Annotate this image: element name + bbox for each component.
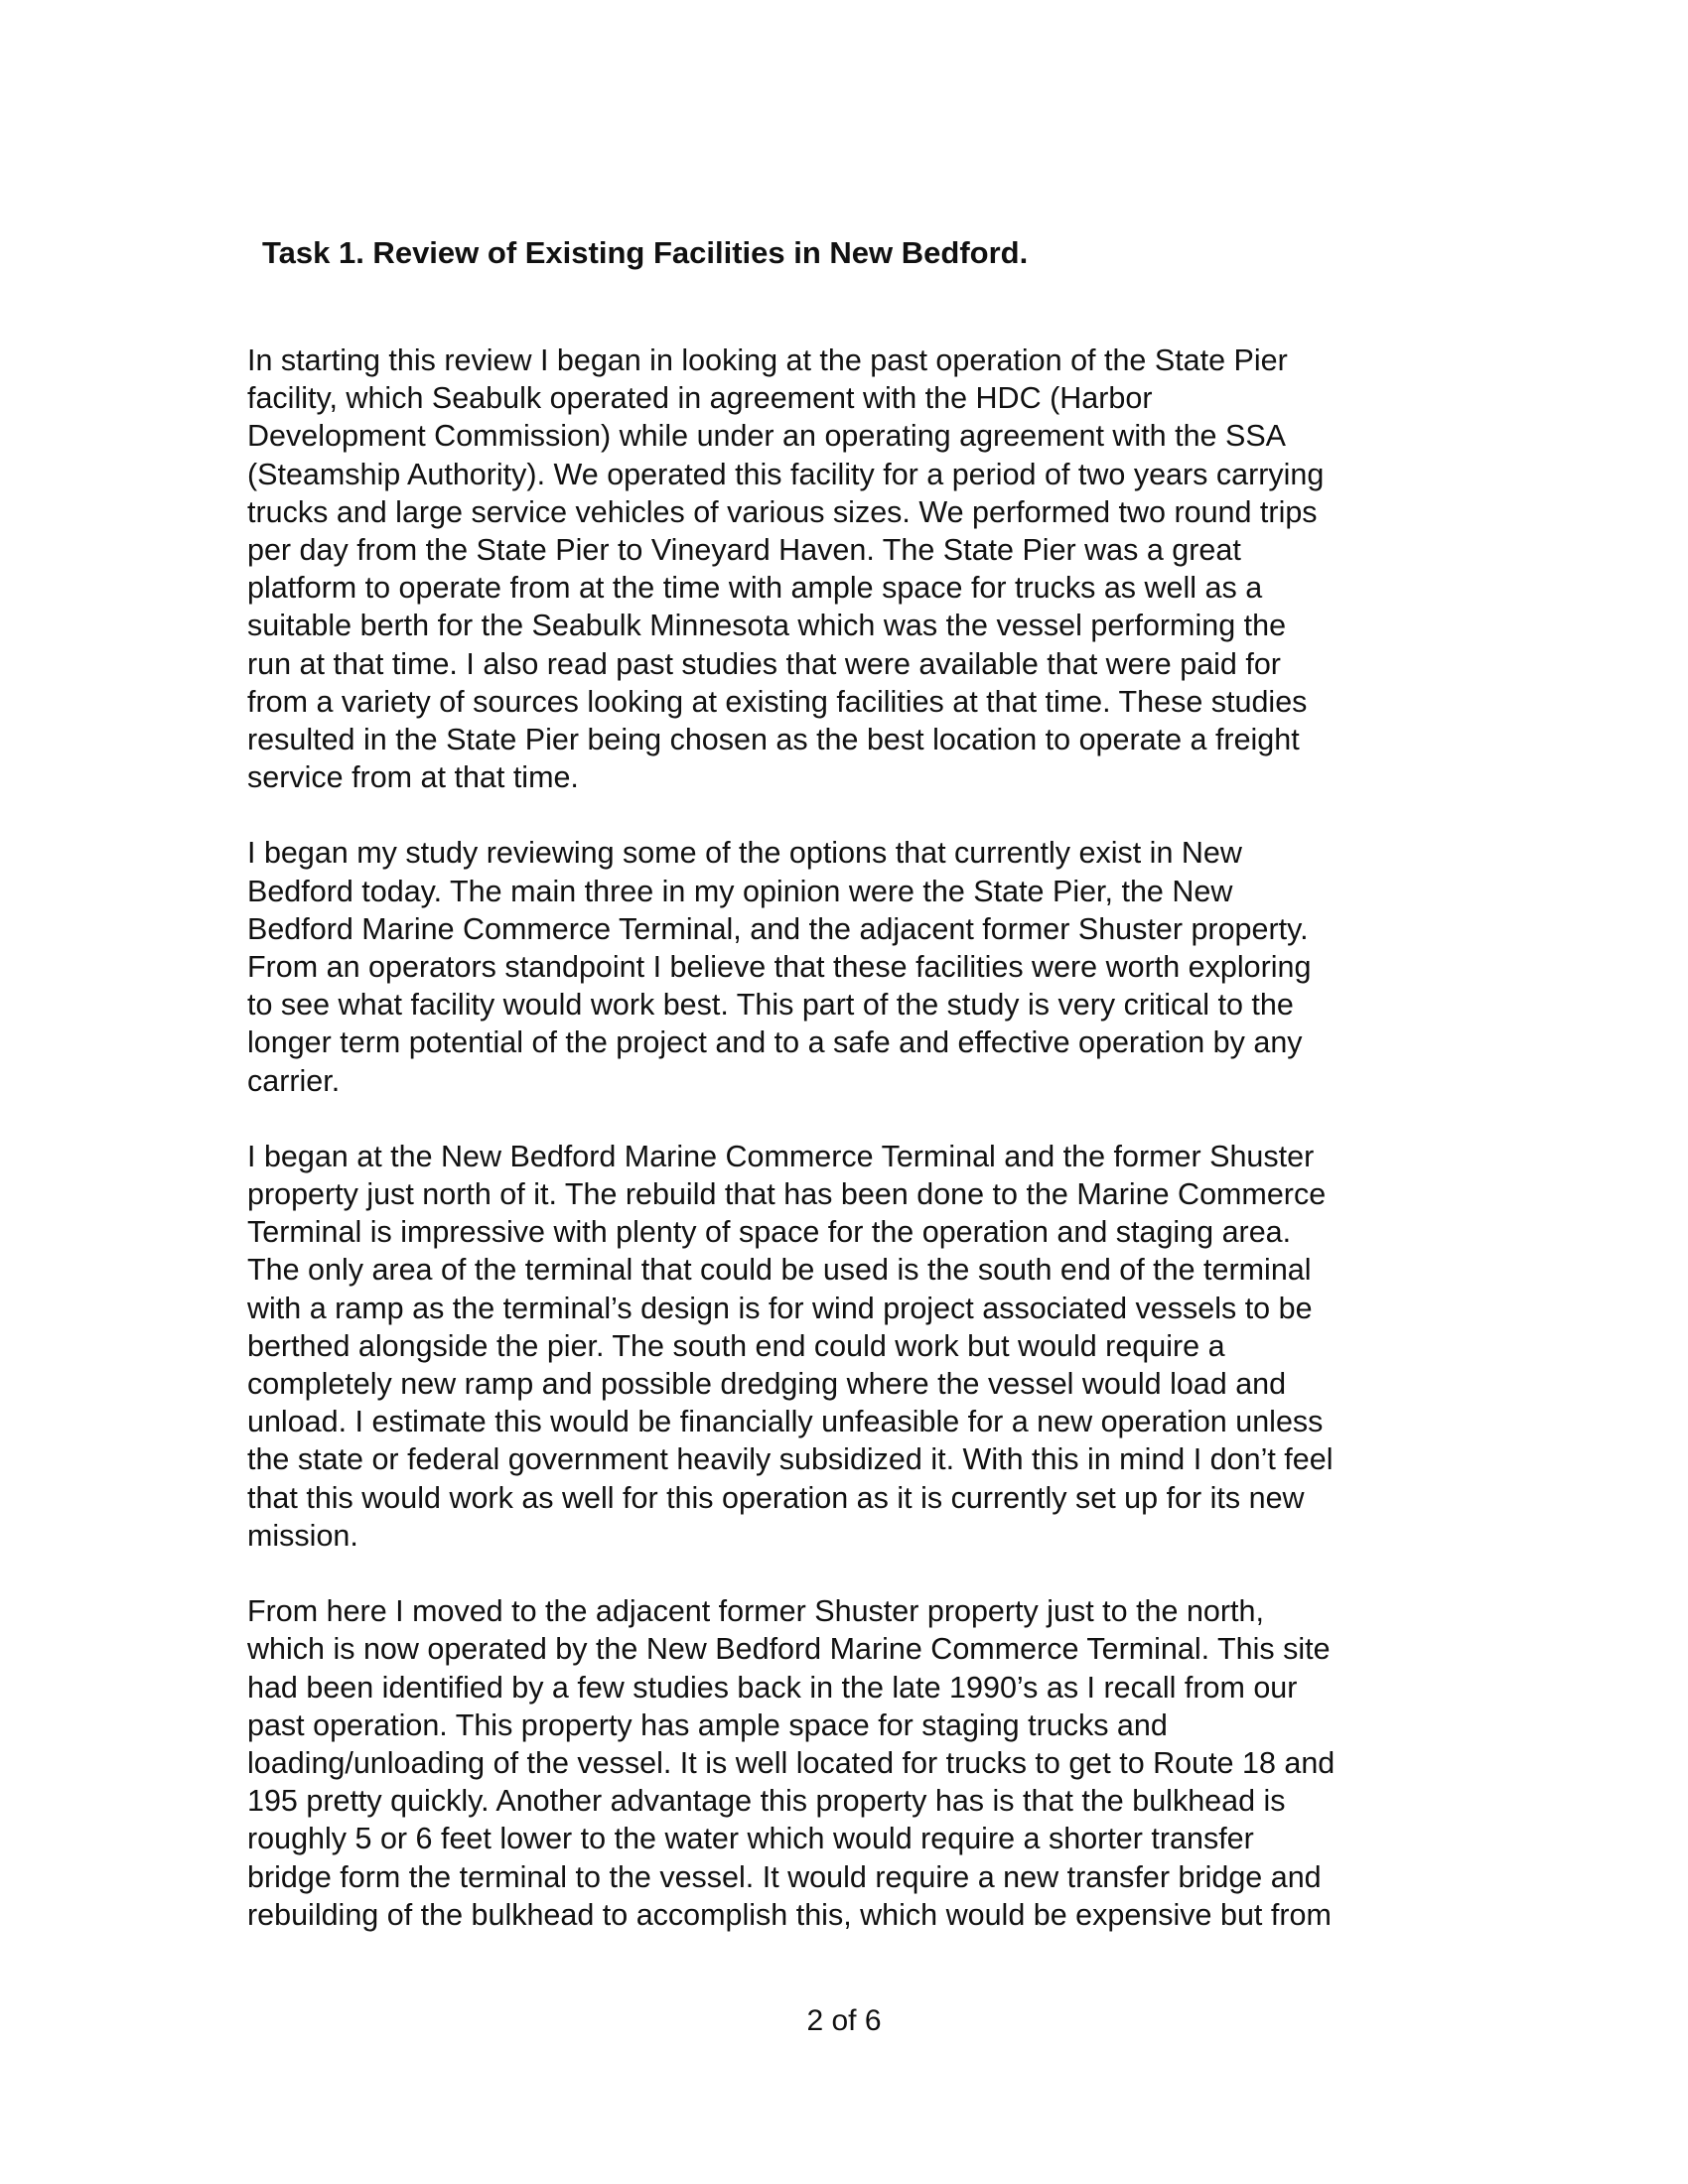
text-line: facility, which Seabulk operated in agreement with the HDC (Harbor (247, 381, 1153, 416)
text-line: rebuilding of the bulkhead to accomplish this, which would be expensive but from (247, 1897, 1332, 1932)
text-line: In starting this review I began in looking at the past operation of the State Pier (247, 343, 1288, 377)
text-line: From here I moved to the adjacent former Shuster property just to the north, (247, 1594, 1264, 1629)
text-line: property just north of it. The rebuild that has been done to the Marine Commerce (247, 1177, 1327, 1212)
text-line: Terminal is impressive with plenty of space for the operation and staging area. (247, 1215, 1292, 1250)
body-text (247, 341, 1459, 1972)
text-line: mission. (247, 1518, 358, 1553)
text-line: bridge form the terminal to the vessel. It would require a new transfer bridge and (247, 1859, 1322, 1894)
text-line: had been identified by a few studies back in the late 1990’s as I recall from our (247, 1670, 1298, 1705)
text-line: carrier. (247, 1063, 341, 1098)
paragraph-3 (247, 1138, 1459, 1555)
text-line: that this would work as well for this operation as it is currently set up for its new (247, 1480, 1305, 1515)
text-line: from a variety of sources looking at existing facilities at that time. These studies (247, 684, 1308, 719)
text-line: unload. I estimate this would be financially unfeasible for a new operation unless (247, 1405, 1324, 1439)
text-line: resulted in the State Pier being chosen as the best location to operate a freight (247, 723, 1300, 757)
text-line: From an operators standpoint I believe that these facilities were worth exploring (247, 950, 1312, 985)
paragraph-2 (247, 834, 1459, 1099)
paragraph-1 (247, 341, 1459, 796)
text-line: completely new ramp and possible dredging where the vessel would load and (247, 1367, 1287, 1402)
text-line: berthed alongside the pier. The south end could work but would require a (247, 1328, 1225, 1363)
text-line: run at that time. I also read past studies that were available that were paid for (247, 646, 1281, 681)
page-number: 2 of 6 (806, 2004, 882, 2037)
text-line: service from at that time. (247, 760, 579, 795)
text-line: the state or federal government heavily subsidized it. With this in mind I don’t feel (247, 1442, 1334, 1477)
text-line: Development Commission) while under an operating agreement with the SSA (247, 419, 1287, 454)
text-line: The only area of the terminal that could be used is the south end of the terminal (247, 1253, 1312, 1288)
text-line: past operation. This property has ample space for staging trucks and (247, 1707, 1168, 1742)
text-line: suitable berth for the Seabulk Minnesota which was the vessel performing the (247, 609, 1287, 643)
text-line: 195 pretty quickly. Another advantage this property has is that the bulkhead is (247, 1784, 1286, 1819)
text-line: longer term potential of the project and to a safe and effective operation by any (247, 1025, 1303, 1060)
paragraph-4 (247, 1592, 1459, 1934)
text-line: roughly 5 or 6 feet lower to the water which would require a shorter transfer (247, 1822, 1254, 1856)
text-line: which is now operated by the New Bedford Marine Commerce Terminal. This site (247, 1632, 1331, 1667)
text-line: loading/unloading of the vessel. It is well located for trucks to get to Route 18 and (247, 1745, 1336, 1780)
text-line: trucks and large service vehicles of various sizes. We performed two round trips (247, 494, 1318, 529)
text-line: I began at the New Bedford Marine Commerce Terminal and the former Shuster (247, 1139, 1315, 1173)
text-line: to see what facility would work best. This part of the study is very critical to the (247, 988, 1294, 1023)
section-heading: Task 1. Review of Existing Facilities in New Bedford. (262, 235, 1029, 270)
text-line: Bedford today. The main three in my opinion were the State Pier, the New (247, 874, 1233, 908)
text-line: I began my study reviewing some of the options that currently exist in New (247, 836, 1242, 871)
text-line: per day from the State Pier to Vineyard Haven. The State Pier was a great (247, 533, 1241, 568)
text-line: with a ramp as the terminal’s design is for wind project associated vessels to be (247, 1291, 1313, 1325)
text-line: (Steamship Authority). We operated this facility for a period of two years carrying (247, 457, 1325, 491)
text-line: Bedford Marine Commerce Terminal, and the adjacent former Shuster property. (247, 911, 1309, 946)
text-line: platform to operate from at the time with ample space for trucks as well as a (247, 571, 1263, 606)
